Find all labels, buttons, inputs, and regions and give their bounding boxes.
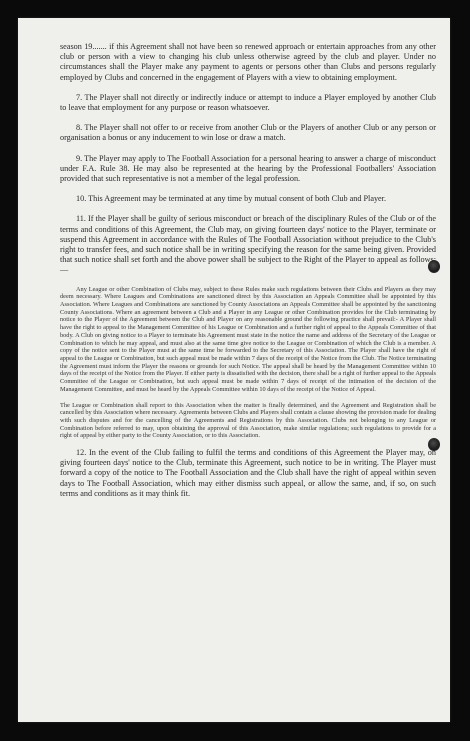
appeal-rule-text: Any League or other Combination of Clubs may, subject to these Rules make such regulations between their Clubs and Players as they may deem necessary. Where Leagues and Combinations are sanctioned direct by this Association an Appeals Committee shall be appointed by this Association. Where Leagues and Combinations are sanctioned by County Associations an Appeals Committee shall be appointed by the sanctioning County Associations. Where an agreement between a Club and a Player in any League or other Combination provides for the Club terminating by notice to the Player of the Agreement between the Club and Player on any reasonable ground the following practice shall prevail:- A Player shall have the right to appeal to the Management Committee of his League or Combination and a further right of appeal to the Appeals Committee of that body. A Club on giving notice to a Player to terminate his Agreement must state in the notice the name and address of the Secretary of the League or Combination to which he may appeal, and must also at the same time give notice to the League or Combination of which the Club is a member. A copy of the notice sent to the Player must at the same time be forwarded to the Secretary of this Association. The Player shall have the right of appeal to the League or Combination, but such appeal must be made within 7 days of the receipt of the Notice from the Club. The Notice terminating the Agreement must inform the Player the reasons or grounds for such Notice. The appeal shall be heard by the Management Committee within 10 days of the receipt of the Notice from the Player. If either party is dissatisfied with the decision, there shall be a right of further appeal to the Appeals Committee of the League or Combination, but such appeal must be made within 7 days of receipt of the intimation of the decision of the Management Committee, and must be heard by the Appeals Committee within 10 days of the receipt of the Notice of Appeal.: [60, 285, 436, 393]
appeal-rule-continuation: The League or Combination shall report to this Association when the matter is finally determined, and the Agreement and Registration shall be cancelled by this Association where necessary. Agreements between Clubs and Players shall contain a clause showing the provision made for dealing with such disputes and for the cancelling of the Agreements and Registrations by this Association. Clubs not belonging to any League or Combination before referred to may, upon obtaining the approval of this Association, make similar regulations; such regulations to provide for a right of appeal by either party to the County Association, or to this Association.: [60, 401, 436, 440]
clause-12: 12. In the event of the Club failing to fulfil the terms and conditions of this Agreement the Player may, on giving fourteen days' notice to the Club, terminate this Agreement, such notice to be in writing. The Player must forward a copy of the notice to The Football Association and the Club shall have the right of appeal within seven days to The Football Association, which may either dismiss such appeal, or allow the same, and, if so, on such terms and conditions as it may think fit.: [60, 448, 436, 498]
paragraph-intro: season 19....... if this Agreement shall not have been so renewed approach or entertain approaches from any other club or person with a view to changing his club unless otherwise agreed by the club and player. Under no circumstances shall the Player make any payment to agents or persons other than Clubs and persons regularly employed by Clubs and concerned in the engagement of Players with a view to obtaining employment.: [60, 42, 436, 82]
clause-9: 9. The Player may apply to The Football Association for a personal hearing to answer a charge of misconduct under F.A. Rule 38. He may also be represented at the hearing by the Professional Footballers' Association provided that such representative is not a member of the legal profession.: [60, 153, 436, 184]
clause-11: 11. If the Player shall be guilty of serious misconduct or breach of the disciplinary Rules of the Club or of the terms and conditions of this Agreement, the Club may, on giving fourteen days' notice to the Player, terminate or suspend this Agreement in accordance with the Rules of The Football Association without prejudice to the Club's right to transfer fees, and such notice shall be in writing specifying the reason for the same being given. Provided that such notice shall set forth and the above power shall be subject to the Right of the Player to appeal as follows:—: [60, 214, 436, 275]
clause-8: 8. The Player shall not offer to or receive from another Club or the Players of another Club or any person or organisation a bonus or any inducement to win lose or draw a match.: [60, 123, 436, 143]
document-page: [18, 18, 450, 722]
clause-10: 10. This Agreement may be terminated at any time by mutual consent of both Club and Player.: [76, 194, 386, 204]
clause-7: 7. The Player shall not directly or indirectly induce or attempt to induce a Player employed by another Club to leave that employment for any purpose or reason whatsoever.: [60, 92, 436, 113]
document-body: [60, 42, 436, 509]
